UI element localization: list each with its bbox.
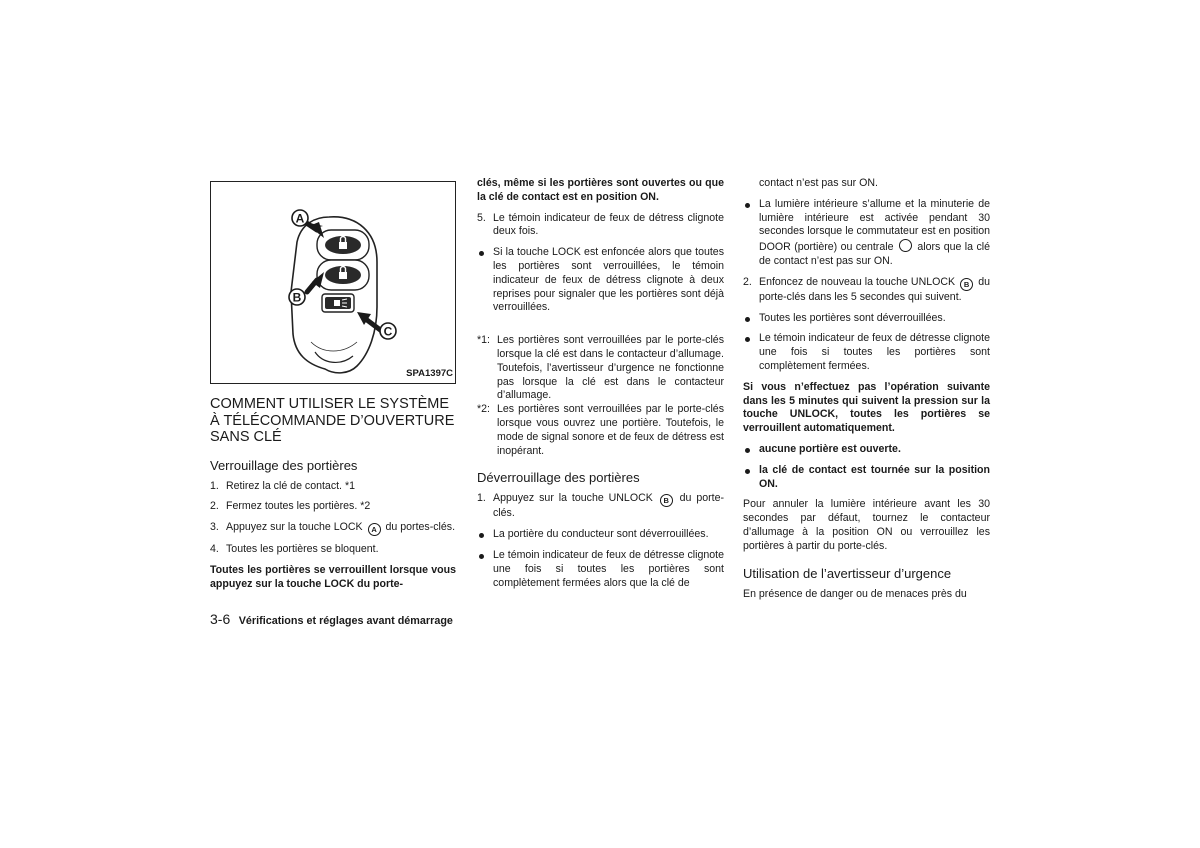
step-number: 5. — [477, 211, 486, 224]
paragraph: En présence de danger ou de menaces près du — [743, 587, 967, 600]
button-b-icon: B — [660, 494, 673, 507]
step-number: 3. — [210, 521, 219, 534]
page-number: 3-6 — [210, 611, 231, 627]
column-1 — [210, 181, 456, 598]
bullet-text: Le témoin indicateur de feux de détresse clignote une fois si toutes les portières sont complètement fermées alors que la clé de — [493, 548, 724, 589]
step-text: Appuyez sur la touche LOCK — [226, 521, 363, 534]
callout-b: B — [292, 290, 302, 305]
step-text: du portes-clés. — [385, 521, 456, 534]
step-number: 2. — [210, 500, 219, 513]
step-text: Enfoncez de nouveau la touche UNLOCK — [759, 275, 956, 288]
subheading-lock: Verrouillage des portières — [210, 457, 358, 473]
paragraph: Pour annuler la lumière intérieure avant les 30 secondes par défaut, tournez le contacteur d’allumage à la position ON ou verrouillez les portières à partir du porte-clés. — [743, 498, 990, 552]
step-text: Appuyez sur la touche UNLOCK — [493, 492, 653, 505]
step-2 — [743, 276, 990, 305]
step-text: du porte-clés. — [493, 492, 725, 520]
bullet-icon — [745, 469, 750, 474]
step-number: 4. — [210, 543, 219, 556]
footnote-marker: *2: — [477, 403, 490, 416]
bullet-item — [743, 198, 990, 269]
bullet-text: La portière du conducteur sont déverrouillées. — [493, 528, 709, 541]
column-3 — [743, 177, 990, 608]
bullet-item — [477, 549, 724, 590]
bullet-icon — [745, 317, 750, 322]
step-text: Retirez la clé de contact. *1 — [226, 479, 355, 492]
step-number: 2. — [743, 275, 752, 288]
center-position-icon — [899, 239, 912, 252]
footnote-2 — [477, 403, 724, 458]
bold-paragraph: Toutes les portières se verrouillent lorsque vous appuyez sur la touche LOCK du porte- — [210, 563, 456, 590]
step-1 — [477, 492, 724, 521]
step-text: Fermez toutes les portières. *2 — [226, 500, 371, 513]
bullet-text: alors que la clé de contact n’est pas sur ON. — [759, 241, 990, 267]
bullet-item — [743, 312, 990, 326]
bullet-text: la clé de contact est tournée sur la position ON. — [759, 463, 990, 490]
bullet-text: Si la touche LOCK est enfoncée alors que toutes les portières sont verrouillées, le témoin indicateur de feux de détress clignote à deux reprises pour signaler que les portières sont déjà verrouillées. — [493, 246, 724, 314]
bullet-text: Toutes les portières sont déverrouillées. — [759, 311, 946, 324]
callout-c: C — [383, 324, 393, 339]
footnote-1 — [477, 334, 724, 403]
bullet-icon — [479, 251, 484, 256]
step-text: Toutes les portières se bloquent. — [226, 543, 379, 556]
bullet-item — [477, 528, 724, 542]
key-fob-illustration — [211, 182, 455, 383]
step-4 — [210, 543, 456, 557]
button-a-icon: A — [368, 523, 381, 536]
chapter-title: Vérifications et réglages avant démarrage — [238, 615, 453, 627]
page-footer — [210, 611, 453, 629]
footnote-marker: *1: — [477, 334, 490, 347]
step-number: 1. — [477, 492, 486, 505]
bold-bullet-item — [743, 464, 990, 492]
figure-code: SPA1397C — [406, 368, 453, 380]
bullet-icon — [479, 554, 484, 559]
bullet-icon — [745, 337, 750, 342]
bullet-item — [743, 332, 990, 373]
subheading-alarm: Utilisation de l’avertisseur d’urgence — [743, 565, 952, 581]
continued-text: contact n’est pas sur ON. — [759, 177, 878, 189]
footnote-text: Les portières sont verrouillées par le porte-clés lorsque vous ouvrez une portière. Toutefois, le mode de signal sonore et de feux de détress est inopérant. — [497, 403, 724, 457]
key-fob-figure — [210, 181, 456, 384]
bullet-icon — [479, 533, 484, 538]
bullet-icon — [745, 448, 750, 453]
bullet-text: Le témoin indicateur de feux de détresse clignote une fois si toutes les portières sont complètement fermées. — [759, 332, 990, 372]
step-2 — [210, 500, 456, 514]
section-heading: COMMENT UTILISER LE SYSTÈME À TÉLÉCOMMANDE D’OUVERTURE SANS CLÉ — [210, 396, 455, 445]
bullet-text: La lumière intérieure s’allume et la minuterie de lumière intérieure est activée pendant 30 secondes lorsque le commutateur est en position DOOR (portière) ou centrale — [759, 197, 990, 254]
bold-paragraph: Si vous n’effectuez pas l’opération suivante dans les 5 minutes qui suivent la pression sur la touche UNLOCK, toutes les portières se verrouillent automatiquement. — [743, 380, 990, 435]
footnote-text: Les portières sont verrouillées par le porte-clés lorsque la clé est dans le contacteur d’allumage. Toutefois, l’avertisseur d’urgence ne fonctionne pas lorsque la clé est dans le contacteur d’allumage. — [497, 334, 724, 402]
step-text: du porte-clés dans les 5 secondes qui suivent. — [759, 275, 990, 303]
bullet-icon — [745, 203, 750, 208]
step-1 — [210, 480, 456, 494]
step-number: 1. — [210, 479, 219, 492]
bold-bullet-item — [743, 443, 990, 457]
step-3 — [210, 521, 456, 536]
step-5 — [477, 212, 724, 240]
button-b-icon: B — [960, 278, 973, 291]
bullet-item — [477, 246, 724, 315]
bold-paragraph-continued: clés, même si les portières sont ouvertes ou que la clé de contact est en position ON. — [477, 177, 724, 203]
callout-a: A — [295, 211, 305, 226]
step-text: Le témoin indicateur de feux de détress clignote deux fois. — [493, 211, 724, 238]
subheading-unlock: Déverrouillage des portières — [477, 470, 640, 486]
bullet-text: aucune portière est ouverte. — [759, 442, 901, 455]
column-2 — [477, 177, 724, 597]
